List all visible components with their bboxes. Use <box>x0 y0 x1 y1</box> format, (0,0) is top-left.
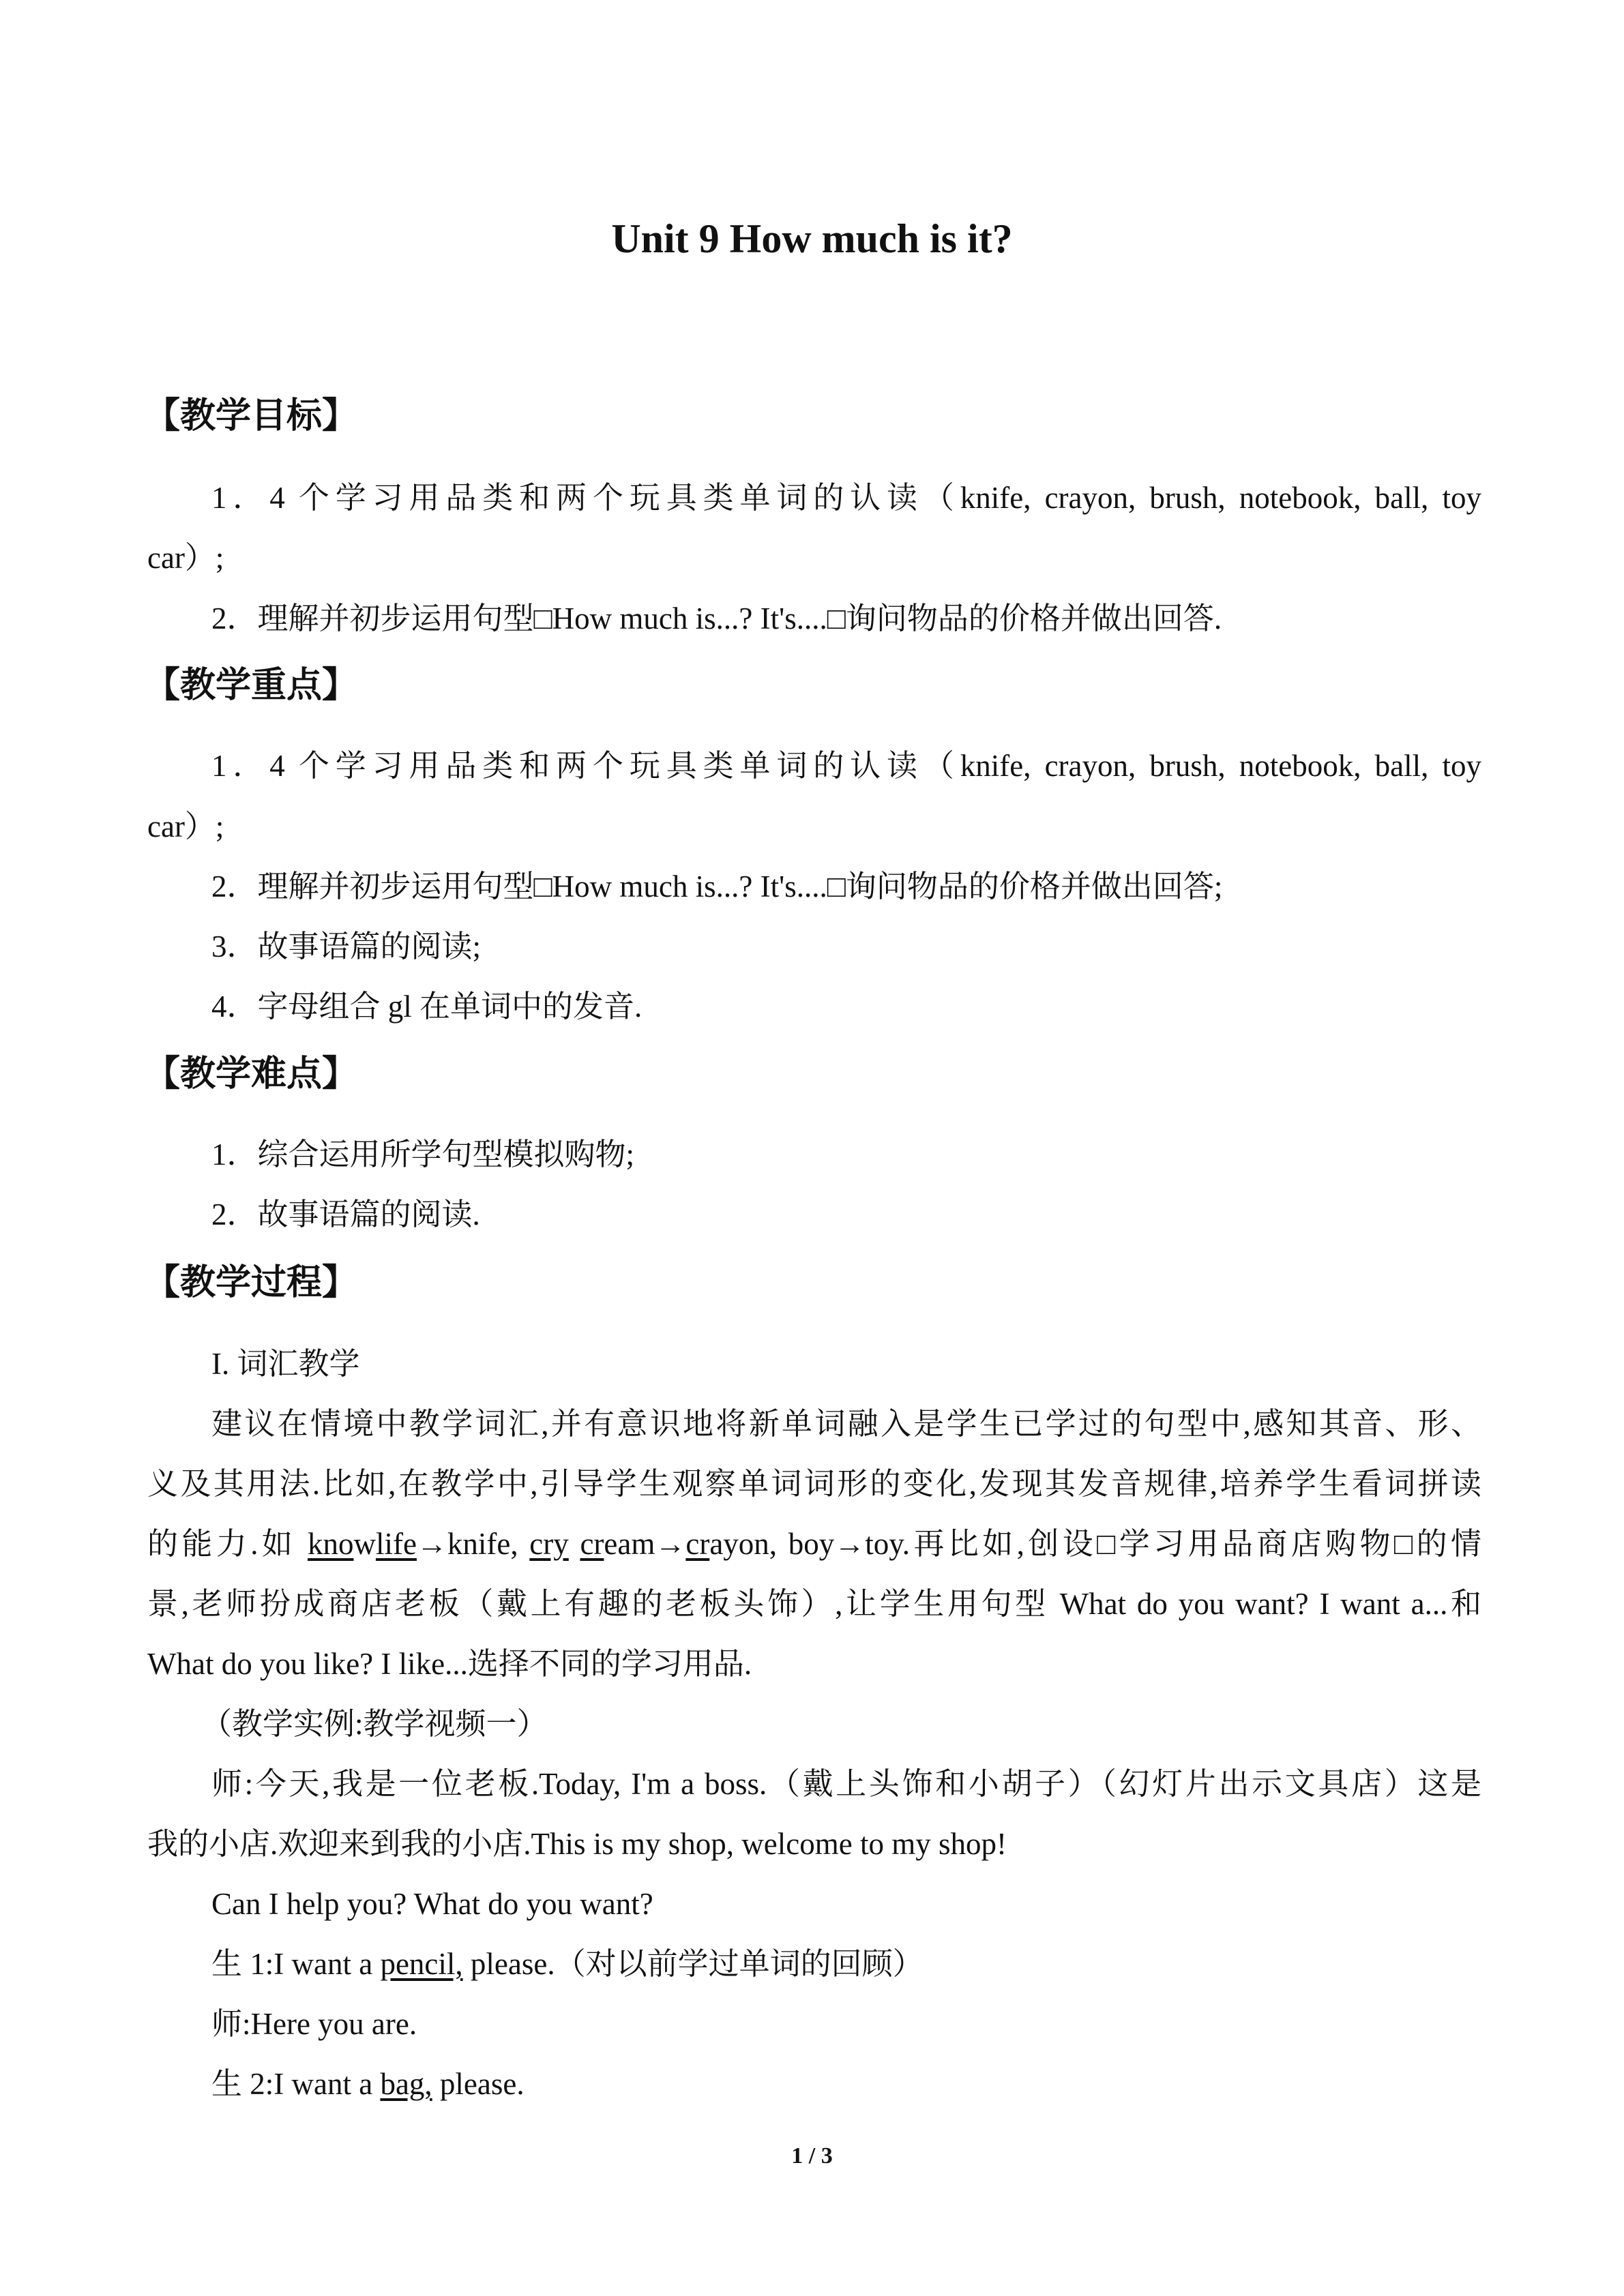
process-paragraph-line-5: What do you like? I like...选择不同的学习用品. <box>147 1647 752 1681</box>
underlined-letters: cry <box>529 1527 569 1561</box>
key-points-item-3: 3．故事语篇的阅读; <box>211 929 482 964</box>
underlined-letters: cr <box>685 1527 710 1561</box>
process-paragraph-line-2: 义及其用法.比如,在教学中,引导学生观察单词词形的变化,发现其发音规律,培养学生看词拼读 <box>147 1467 1481 1501</box>
teacher-dialogue-line-3: Can I help you? What do you want? <box>211 1887 653 1921</box>
text-run: →knife, <box>416 1527 530 1561</box>
student-1-dialogue <box>211 1943 924 1984</box>
underlined-letters: kno <box>307 1527 354 1561</box>
goals-item-1-line-1: 1．4 个学习用品类和两个玩具类单词的认读（knife, crayon, brush, notebook, ball, toy <box>211 481 1481 515</box>
example-note: （教学实例:教学视频一） <box>201 1707 548 1741</box>
process-subheading-vocabulary: I. 词汇教学 <box>211 1347 360 1381</box>
teacher-dialogue-line-2: 我的小店.欢迎来到我的小店.This is my shop, welcome to my shop! <box>147 1827 1007 1861</box>
text-run: ayon, boy→toy.再比如,创设□学习用品商店购物□的情 <box>709 1527 1481 1561</box>
document-title: Unit 9 How much is it? <box>611 216 1013 261</box>
student-2-dialogue <box>211 2063 525 2104</box>
key-points-item-1-line-1: 1．4 个学习用品类和两个玩具类单词的认读（knife, crayon, brush, notebook, ball, toy <box>211 749 1481 783</box>
text-run: please.（对以前学过单词的回顾） <box>462 1947 924 1981</box>
text-run: eam→ <box>604 1527 686 1561</box>
key-points-item-4: 4．字母组合 gl 在单词中的发音. <box>211 989 643 1024</box>
process-paragraph-line-3 <box>147 1523 1481 1564</box>
page-number: 1 / 3 <box>791 2143 833 2168</box>
teacher-dialogue-line-1: 师:今天,我是一位老板.Today, I'm a boss.（戴上头饰和小胡子）（幻灯片出示文具店）这是 <box>211 1767 1481 1801</box>
difficulties-item-2: 2．故事语篇的阅读. <box>211 1197 480 1232</box>
text-run: please. <box>432 2067 525 2101</box>
text-run <box>569 1527 580 1561</box>
difficulties-item-1: 1．综合运用所学句型模拟购物; <box>211 1137 635 1172</box>
process-paragraph-line-1: 建议在情境中教学词汇,并有意识地将新单词融入是学生已学过的句型中,感知其音、形、 <box>211 1407 1481 1441</box>
section-heading-difficulties: 【教学难点】 <box>145 1054 358 1094</box>
teacher-dialogue-2: 师:Here you are. <box>211 2007 417 2041</box>
section-heading-goals: 【教学目标】 <box>145 396 358 436</box>
underlined-word: bag, <box>380 2067 432 2101</box>
process-paragraph-line-4: 景,老师扮成商店老板（戴上有趣的老板头饰）,让学生用句型 What do you want? I want a...和 <box>147 1587 1481 1621</box>
section-heading-process: 【教学过程】 <box>145 1262 358 1303</box>
text-run: 的能力.如 <box>147 1527 308 1561</box>
key-points-item-1-line-2: car）; <box>147 809 224 844</box>
text-run: 生 2:I want a <box>211 2067 381 2101</box>
text-run: w <box>353 1527 376 1561</box>
goals-item-1-line-2: car）; <box>147 541 224 575</box>
underlined-letters: life <box>375 1527 417 1561</box>
text-run: 生 1:I want a <box>211 1947 381 1981</box>
goals-item-2: 2．理解并初步运用句型□How much is...? It's....□询问物品的价格并做出回答. <box>211 601 1222 636</box>
underlined-letters: cr <box>580 1527 604 1561</box>
section-heading-key-points: 【教学重点】 <box>145 665 358 706</box>
key-points-item-2: 2．理解并初步运用句型□How much is...? It's....□询问物品的价格并做出回答; <box>211 869 1223 904</box>
underlined-word: pencil, <box>380 1947 463 1981</box>
